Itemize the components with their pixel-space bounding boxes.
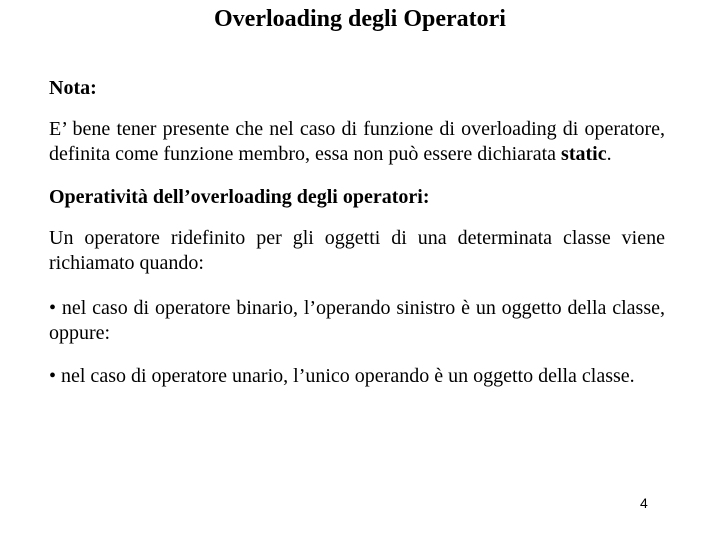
slide-title: Overloading degli Operatori (214, 6, 506, 32)
operativita-intro: Un operatore ridefinito per gli oggetti di una determinata classe viene richiamato quando: (49, 227, 665, 274)
nota-body-text: E’ bene tener presente che nel caso di funzione di overloading di operatore, definita come funzione membro, essa non può essere dichiarata (49, 118, 665, 165)
slide-content (49, 76, 665, 389)
bullet-binary-operator: • nel caso di operatore binario, l’operando sinistro è un oggetto della classe, oppure: (49, 297, 665, 344)
bullet-unary-operator: • nel caso di operatore unario, l’unico operando è un oggetto della classe. (49, 365, 635, 387)
nota-paragraph (49, 117, 665, 167)
static-keyword: static (561, 143, 607, 165)
nota-heading: Nota: (49, 77, 97, 99)
page-number: 4 (640, 495, 648, 511)
nota-body-period: . (606, 143, 612, 165)
operativita-heading: Operatività dell’overloading degli operatori: (49, 186, 430, 208)
